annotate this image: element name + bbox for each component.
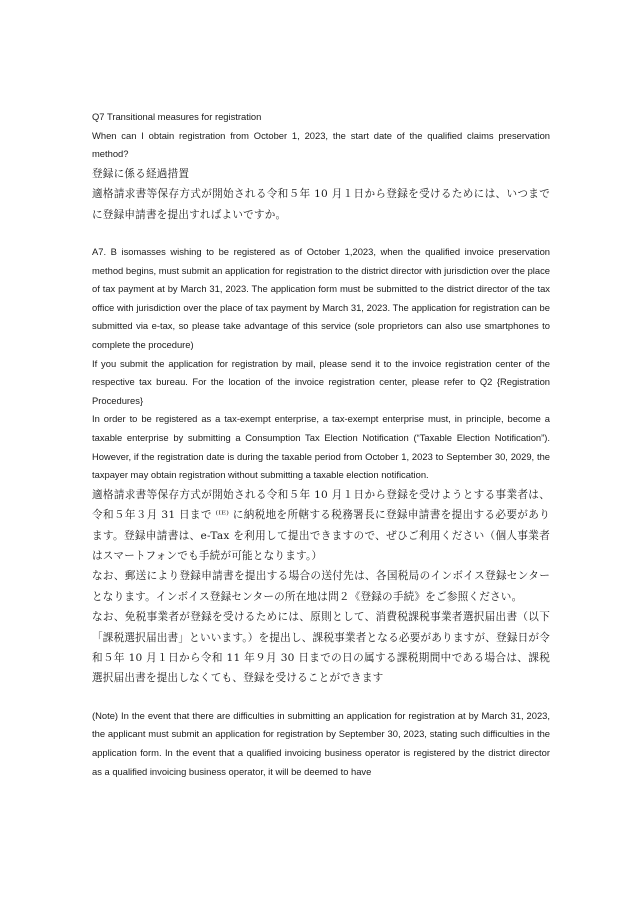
question-heading-jp: 登録に係る経過措置 bbox=[92, 167, 190, 180]
answer-paragraph-3-jp: なお、免税事業者が登録を受けるためには、原則として、消費税課税事業者選択届出書（以下「課税選択届出書」といいます。）を提出し、課税事業者となる必要がありますが、登録日が令和５年 10 月１日から令和 11 年９月 30 日までの日の属する課税期間中である場合は、課税選択届出書を提出しなくても、登録を受けることができます bbox=[92, 611, 550, 685]
spacer bbox=[92, 225, 550, 243]
note-text-en: (Note) In the event that there are difficulties in submitting an application for registration at by March 31, 2023, the applicant must submit an application for registration by September 30, 2023, stating such difficulties in the application form. In the event that a qualified invoicing business operator is registered by the district director as a qualified invoicing business operator, it will be deemed to have bbox=[92, 709, 550, 777]
question-text-en: When can I obtain registration from October 1, 2023, the start date of the qualified claims preservation method? bbox=[92, 129, 550, 160]
answer-paragraph-2-en: If you submit the application for registration by mail, please send it to the invoice registration center of the respective tax bureau. For the location of the invoice registration center, please refer to Q2 {Registration Procedures} bbox=[92, 357, 550, 406]
question-text-jp: 適格請求書等保存方式が開始される令和５年 10 月１日から登録を受けるためには、いつまでに登録申請書を提出すればよいですか。 bbox=[92, 188, 550, 221]
question-heading: Q7 Transitional measures for registration bbox=[92, 111, 262, 122]
answer-paragraph-1-en: A7. B isomasses wishing to be registered as of October 1,2023, when the qualified invoice preservation method begins, must submit an application for registration to the district director with jurisdiction over the place of tax payment at by March 31, 2023. The application form must be submitted to the district director of the tax office with jurisdiction over the place of tax payment by March 31, 2023. The application for registration can be submitted via e-tax, so please take advantage of this service (sole proprietors can also use smartphones to complete the procedure) bbox=[92, 246, 550, 350]
answer-paragraph-3-en: In order to be registered as a tax-exempt enterprise, a tax-exempt enterprise must, in principle, become a taxable enterprise by submitting a Consumption Tax Election Notification (“Taxable Election Notification”). However, if the registration date is during the taxable period from October 1, 2023 to September 30, 2029, the taxpayer may obtain registration without submitting a taxable election notification. bbox=[92, 413, 550, 481]
document-body bbox=[92, 108, 550, 781]
answer-paragraph-2-jp: なお、郵送により登録申請書を提出する場合の送付先は、各国税局のインボイス登録センターとなります。インボイス登録センターの所在地は問２《登録の手続》をご参照ください。 bbox=[92, 570, 550, 603]
answer-paragraph-1-jp: 適格請求書等保存方式が開始される令和５年 10 月１日から登録を受けようとする事業者は、令和５年３月 31 日まで ⁽ᴵᴱ⁾ に納税地を所轄する税務署長に登録申請書を提出する必要があります。登録申請書は、e-Tax を利用して提出できますので、ぜひご利用ください（個人事業者はスマートフォンでも手続が可能となります。） bbox=[92, 488, 550, 562]
spacer bbox=[92, 689, 550, 707]
